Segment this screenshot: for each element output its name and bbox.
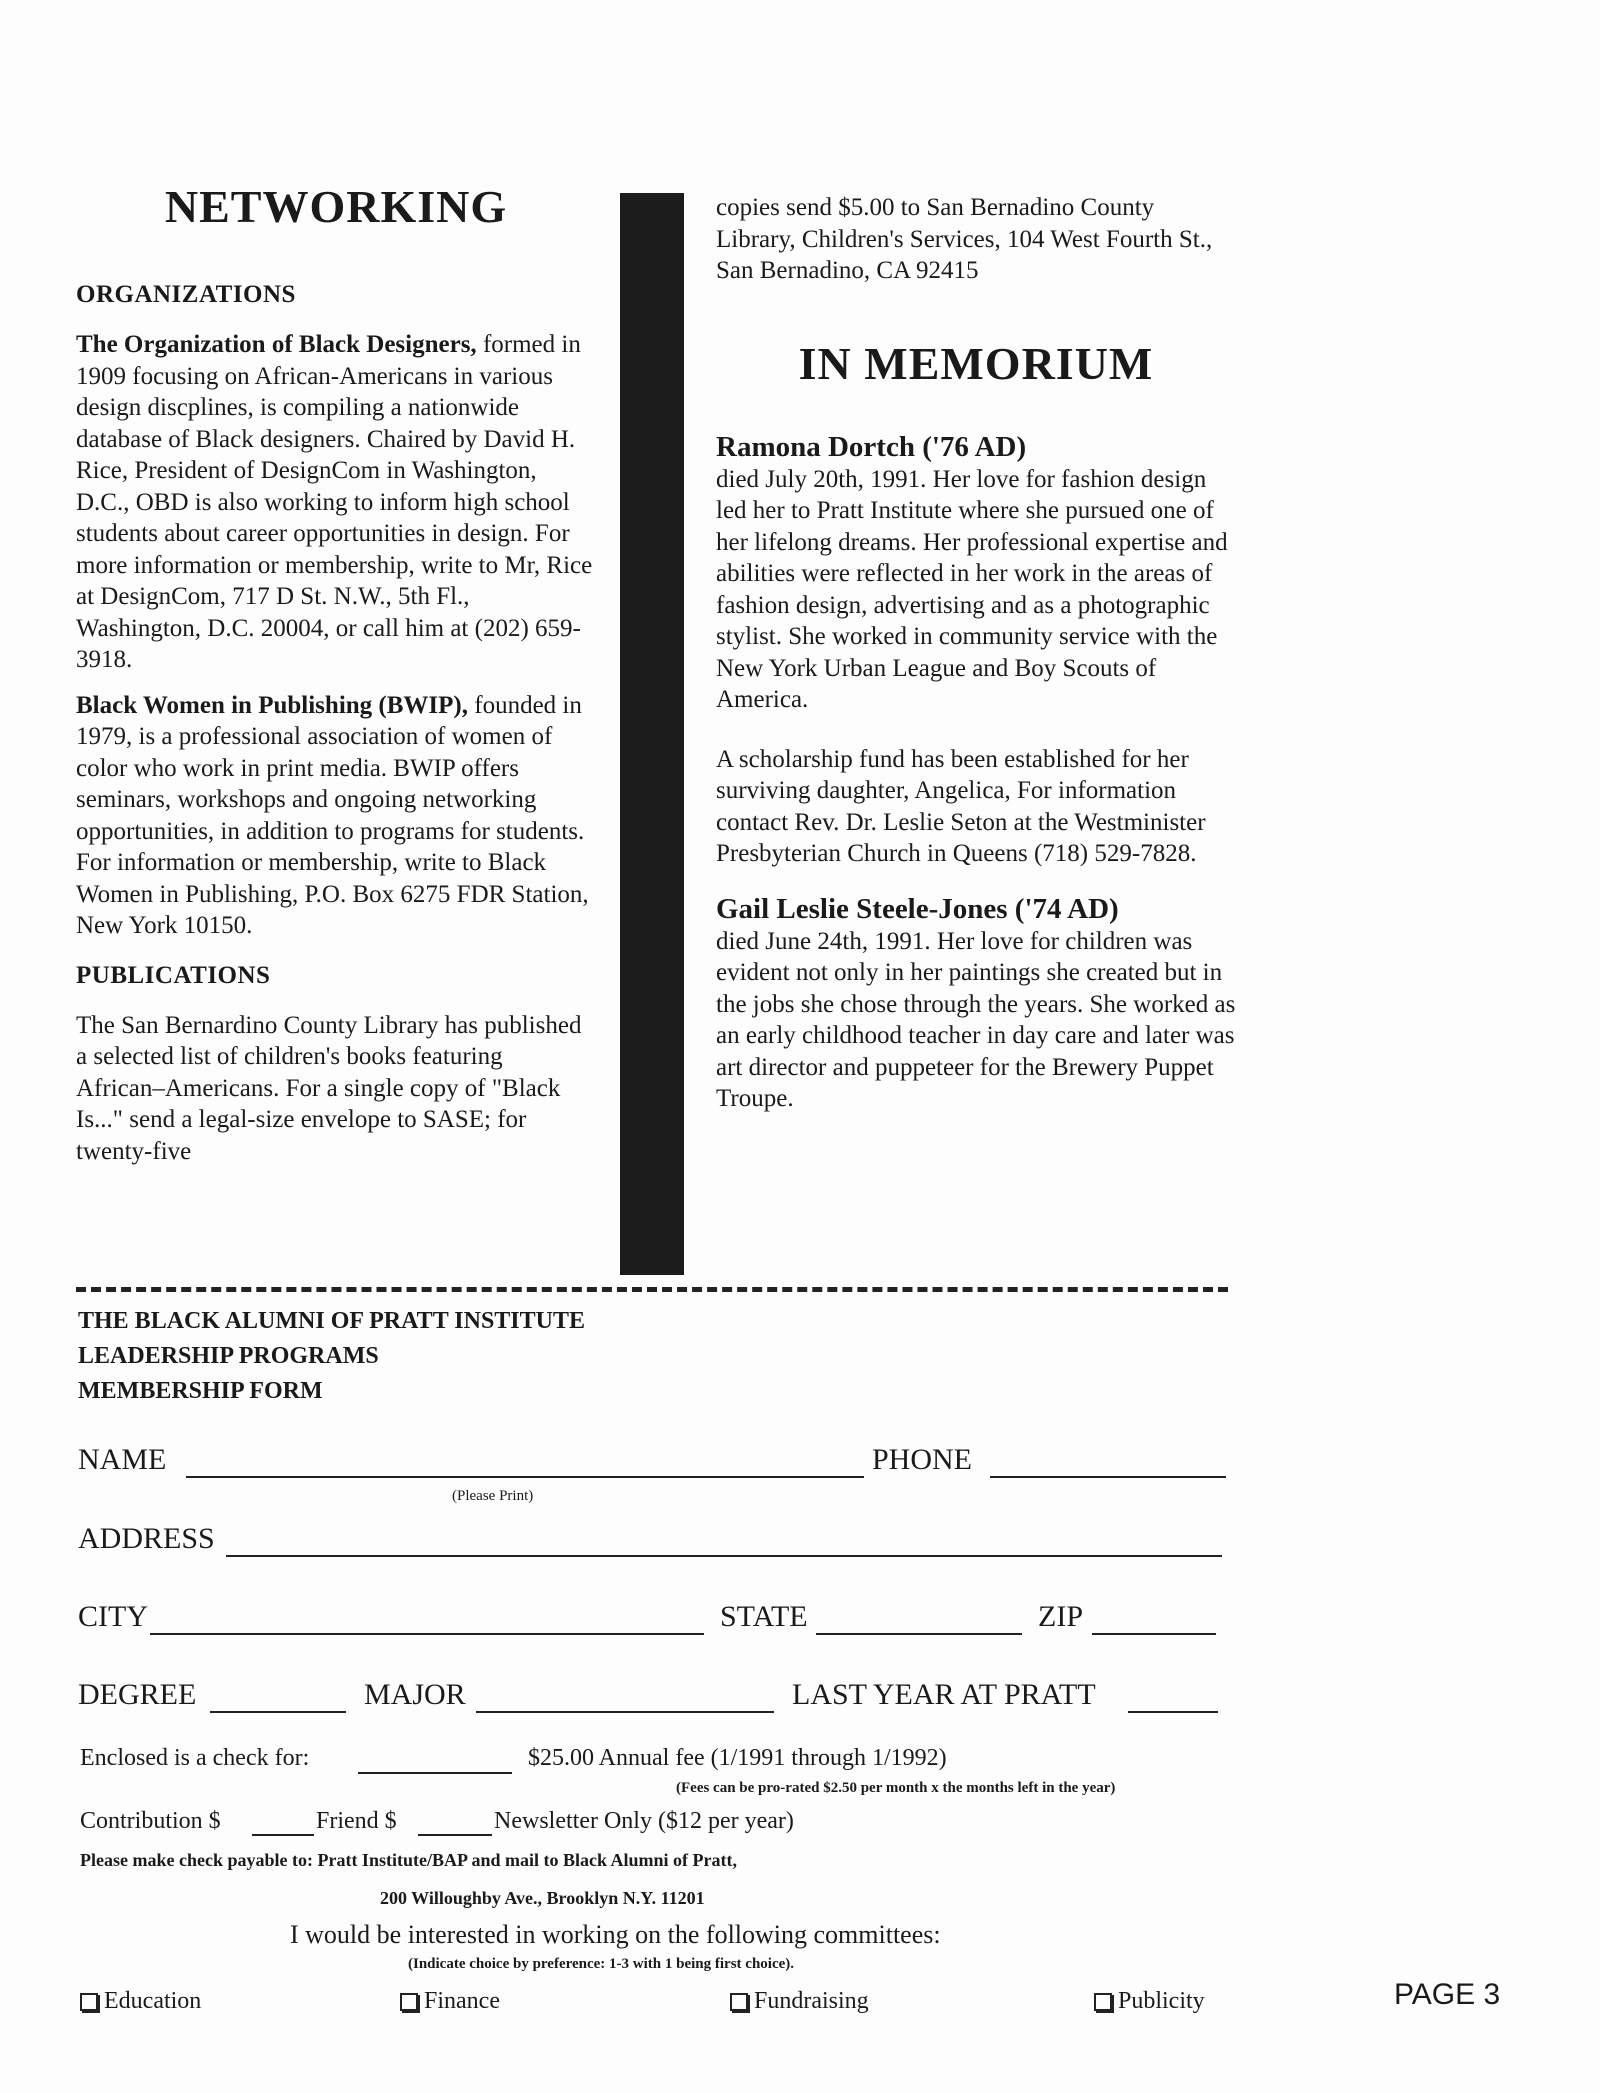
option-publicity[interactable] bbox=[1094, 1988, 1205, 2015]
state-label: STATE bbox=[720, 1600, 808, 1633]
city-field[interactable] bbox=[150, 1633, 704, 1635]
memorial-text-1: died July 20th, 1991. Her love for fashion design led her to Pratt Institute where she pursued one of her lifelong dreams. Her professional expertise and abilities were reflected in her work in the areas of fashion design, advertising and as a photographic stylist. She worked in community service with the New York Urban League and Boy Scouts of America. bbox=[716, 465, 1228, 713]
name-field[interactable] bbox=[186, 1476, 864, 1478]
networking-column bbox=[76, 180, 596, 1167]
prorate-note: (Fees can be pro-rated $2.50 per month x the months left in the year) bbox=[676, 1780, 1116, 1796]
option-education-label: Education bbox=[104, 1988, 202, 2014]
networking-title: NETWORKING bbox=[164, 181, 508, 232]
form-header-line-2: LEADERSHIP PROGRAMS bbox=[78, 1343, 379, 1369]
bwip-name: Black Women in Publishing (BWIP), bbox=[76, 691, 468, 719]
zip-field[interactable] bbox=[1092, 1633, 1216, 1635]
state-field[interactable] bbox=[816, 1633, 1022, 1635]
publications-continued: copies send $5.00 to San Bernadino County Library, Children's Services, 104 West Fourth St., San Bernadino, CA 92415 bbox=[716, 194, 1213, 284]
major-label: MAJOR bbox=[364, 1678, 466, 1711]
friend-field[interactable] bbox=[418, 1834, 492, 1836]
column-divider-bar bbox=[620, 193, 684, 1275]
address-label: ADDRESS bbox=[78, 1522, 215, 1555]
committees-note: (Indicate choice by preference: 1-3 with 1 being first choice). bbox=[408, 1956, 795, 1972]
checkbox-icon[interactable] bbox=[400, 1993, 418, 2011]
form-header-line-1: THE BLACK ALUMNI OF PRATT INSTITUTE bbox=[78, 1308, 585, 1334]
form-header-line-3: MEMBERSHIP FORM bbox=[78, 1378, 323, 1404]
major-field[interactable] bbox=[476, 1711, 774, 1713]
memorial-name-2: Gail Leslie Steele-Jones ('74 AD) bbox=[716, 892, 1119, 925]
form-header bbox=[78, 1304, 585, 1409]
mailing-address: 200 Willoughby Ave., Brooklyn N.Y. 11201 bbox=[380, 1888, 705, 1908]
phone-label: PHONE bbox=[872, 1443, 973, 1476]
please-print-note: (Please Print) bbox=[452, 1488, 534, 1504]
memorial-text-2: died June 24th, 1991. Her love for children was evident not only in her paintings she created but in the jobs she chose through the years. She worked as an early childhood teacher in day care and later was art director and puppeteer for the Brewery Puppet Troupe. bbox=[716, 927, 1236, 1112]
last-year-field[interactable] bbox=[1128, 1711, 1218, 1713]
option-finance-label: Finance bbox=[424, 1988, 500, 2014]
checkbox-icon[interactable] bbox=[80, 1993, 98, 2011]
obd-text: formed in 1909 focusing on African-Americans in various design discplines, is compiling a nationwide database of Black designers. Chaired by David H. Rice, President of DesignCom in Washington, D.C., OBD is also working to inform high school students about career opportunities in design. For more information or membership, write to Mr, Rice at DesignCom, 717 D St. N.W., 5th Fl., Washington, D.C. 20004, or call him at (202) 659-3918. bbox=[76, 331, 593, 673]
last-year-label: LAST YEAR AT PRATT bbox=[792, 1678, 1096, 1711]
option-finance[interactable] bbox=[400, 1988, 500, 2015]
check-amount-field[interactable] bbox=[358, 1772, 512, 1774]
option-fundraising[interactable] bbox=[730, 1988, 869, 2015]
contribution-label: Contribution $ bbox=[80, 1808, 221, 1834]
name-label: NAME bbox=[78, 1443, 167, 1476]
organizations-heading: ORGANIZATIONS bbox=[76, 281, 296, 308]
bwip-text: founded in 1979, is a professional association of women of color who work in print media. BWIP offers seminars, workshops and ongoing networking opportunities, in addition to programs for students. For information or membership, write to Black Women in Publishing, P.O. Box 6275 FDR Station, New York 10150. bbox=[76, 691, 589, 939]
obd-paragraph bbox=[76, 329, 596, 676]
city-label: CITY bbox=[78, 1600, 148, 1633]
degree-field[interactable] bbox=[210, 1711, 346, 1713]
memorial-name-1: Ramona Dortch ('76 AD) bbox=[716, 430, 1027, 463]
annual-fee-text: $25.00 Annual fee (1/1991 through 1/1992) bbox=[528, 1745, 947, 1771]
checkbox-icon[interactable] bbox=[1094, 1993, 1112, 2011]
address-field[interactable] bbox=[226, 1555, 1222, 1557]
publications-paragraph: The San Bernardino County Library has published a selected list of children's books featuring African–Americans. For a single copy of "Black Is..." send a legal-size envelope to SASE; for twenty-five bbox=[76, 1011, 582, 1165]
check-label: Enclosed is a check for: bbox=[80, 1745, 310, 1771]
friend-label: Friend $ bbox=[316, 1808, 397, 1834]
option-fundraising-label: Fundraising bbox=[754, 1988, 869, 2014]
committees-text: I would be interested in working on the following committees: bbox=[290, 1920, 941, 1949]
page-number: PAGE 3 bbox=[1394, 1978, 1501, 2011]
checkbox-icon[interactable] bbox=[730, 1993, 748, 2011]
degree-label: DEGREE bbox=[78, 1678, 197, 1711]
zip-label: ZIP bbox=[1038, 1600, 1083, 1633]
newsletter-label: Newsletter Only ($12 per year) bbox=[494, 1808, 794, 1834]
right-column bbox=[716, 192, 1236, 1115]
publications-heading: PUBLICATIONS bbox=[76, 961, 271, 989]
option-education[interactable] bbox=[80, 1988, 201, 2015]
contribution-field[interactable] bbox=[252, 1834, 314, 1836]
bwip-paragraph bbox=[76, 690, 596, 942]
memorium-title: IN MEMORIUM bbox=[798, 337, 1154, 389]
phone-field[interactable] bbox=[990, 1476, 1226, 1478]
option-publicity-label: Publicity bbox=[1118, 1988, 1205, 2014]
payable-text: Please make check payable to: Pratt Institute/BAP and mail to Black Alumni of Pratt, bbox=[80, 1850, 737, 1870]
obd-name: The Organization of Black Designers, bbox=[76, 331, 477, 358]
scholarship-paragraph: A scholarship fund has been established for her surviving daughter, Angelica, For information contact Rev. Dr. Leslie Seton at the Westminister Presbyterian Church in Queens (718) 529-7828. bbox=[716, 745, 1206, 867]
cut-line bbox=[76, 1287, 1228, 1292]
